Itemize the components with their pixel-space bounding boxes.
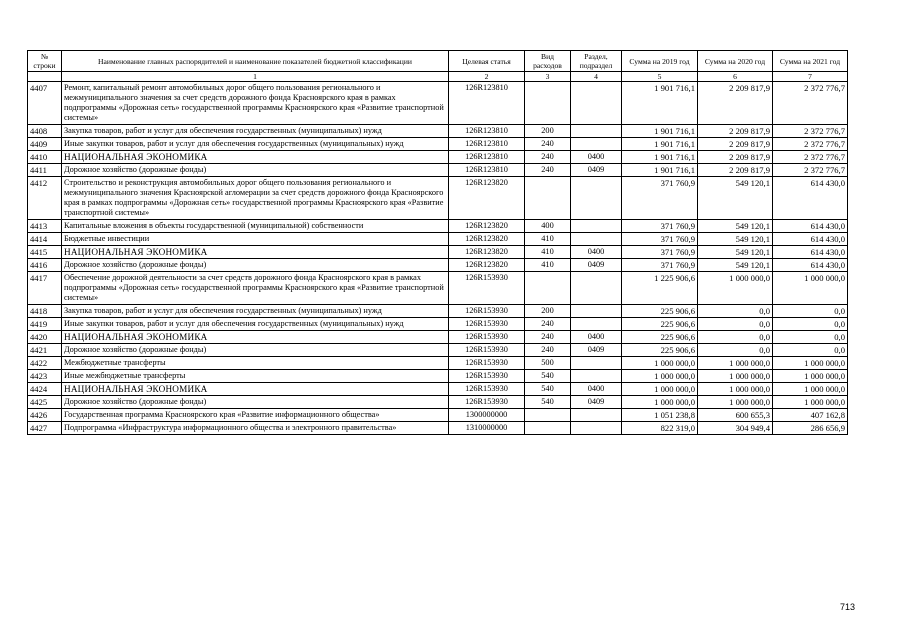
section-code: [571, 125, 622, 138]
sum-2019: 1 901 716,1: [622, 138, 698, 151]
row-number: 4425: [28, 396, 62, 409]
section-code: [571, 272, 622, 305]
target-article: 126R153930: [449, 344, 525, 357]
row-name: Закупка товаров, работ и услуг для обеспечения государственных (муниципальных) нужд: [62, 305, 449, 318]
table-row: [28, 177, 848, 220]
row-number: 4412: [28, 177, 62, 220]
target-article: 126R123810: [449, 164, 525, 177]
sum-2021: 286 656,9: [773, 422, 848, 435]
sum-2019: 1 901 716,1: [622, 164, 698, 177]
sum-2020: 0,0: [698, 305, 773, 318]
row-name: Межбюджетные трансферты: [62, 357, 449, 370]
column-index: 1: [62, 72, 449, 82]
table-row: [28, 164, 848, 177]
table-row: [28, 383, 848, 396]
table-row: [28, 125, 848, 138]
table-row: [28, 220, 848, 233]
sum-2020: 1 000 000,0: [698, 383, 773, 396]
row-number: 4413: [28, 220, 62, 233]
target-article: 126R123820: [449, 259, 525, 272]
header-sum-2019: Сумма на 2019 год: [622, 51, 698, 72]
expense-type: 540: [525, 396, 571, 409]
row-number: 4409: [28, 138, 62, 151]
sum-2019: 225 906,6: [622, 344, 698, 357]
sum-2020: 549 120,1: [698, 233, 773, 246]
sum-2021: 614 430,0: [773, 177, 848, 220]
row-name: Государственная программа Красноярского края «Развитие информационного общества»: [62, 409, 449, 422]
budget-table: [27, 50, 848, 435]
sum-2019: 1 901 716,1: [622, 151, 698, 164]
expense-type: 240: [525, 164, 571, 177]
expense-type: 500: [525, 357, 571, 370]
expense-type: 410: [525, 246, 571, 259]
row-number: 4416: [28, 259, 62, 272]
sum-2019: 1 000 000,0: [622, 396, 698, 409]
row-name: Бюджетные инвестиции: [62, 233, 449, 246]
sum-2021: 2 372 776,7: [773, 151, 848, 164]
sum-2019: 371 760,9: [622, 177, 698, 220]
row-name: Подпрограмма «Инфраструктура информационного общества и электронного правительства»: [62, 422, 449, 435]
column-index: 5: [622, 72, 698, 82]
row-number: 4418: [28, 305, 62, 318]
sum-2019: 1 000 000,0: [622, 383, 698, 396]
target-article: 126R123810: [449, 82, 525, 125]
sum-2021: 614 430,0: [773, 259, 848, 272]
column-index: 7: [773, 72, 848, 82]
sum-2020: 549 120,1: [698, 259, 773, 272]
target-article: 126R123810: [449, 151, 525, 164]
row-number: 4417: [28, 272, 62, 305]
column-index: 3: [525, 72, 571, 82]
sum-2019: 371 760,9: [622, 246, 698, 259]
sum-2020: 1 000 000,0: [698, 370, 773, 383]
table-row: [28, 318, 848, 331]
section-code: [571, 357, 622, 370]
sum-2019: 1 225 906,6: [622, 272, 698, 305]
row-number: 4422: [28, 357, 62, 370]
row-name: Дорожное хозяйство (дорожные фонды): [62, 259, 449, 272]
sum-2020: 1 000 000,0: [698, 396, 773, 409]
section-code: [571, 409, 622, 422]
sum-2019: 1 051 238,8: [622, 409, 698, 422]
section-code: [571, 370, 622, 383]
section-code: [571, 422, 622, 435]
section-code: [571, 305, 622, 318]
target-article: 126R123810: [449, 125, 525, 138]
column-index: 6: [698, 72, 773, 82]
row-name: Дорожное хозяйство (дорожные фонды): [62, 396, 449, 409]
sum-2021: 2 372 776,7: [773, 138, 848, 151]
sum-2021: 1 000 000,0: [773, 272, 848, 305]
sum-2021: 0,0: [773, 318, 848, 331]
section-code: [571, 82, 622, 125]
row-number: 4415: [28, 246, 62, 259]
expense-type: 410: [525, 233, 571, 246]
table-row: [28, 272, 848, 305]
row-name: НАЦИОНАЛЬНАЯ ЭКОНОМИКА: [62, 151, 449, 164]
column-index-row: [28, 72, 848, 82]
table-row: [28, 422, 848, 435]
row-name: Дорожное хозяйство (дорожные фонды): [62, 344, 449, 357]
row-name: Капитальные вложения в объекты государственной (муниципальной) собственности: [62, 220, 449, 233]
target-article: 126R153930: [449, 331, 525, 344]
target-article: 126R153930: [449, 272, 525, 305]
sum-2021: 1 000 000,0: [773, 383, 848, 396]
header-name: Наименование главных распорядителей и наименование показателей бюджетной классификации: [62, 51, 449, 72]
sum-2019: 225 906,6: [622, 331, 698, 344]
row-name: Обеспечение дорожной деятельности за счет средств дорожного фонда Красноярского края в рамках подпрограммы «Дорожная сеть» государственной программы Красноярского края «Развитие транспортной системы»: [62, 272, 449, 305]
section-code: [571, 233, 622, 246]
sum-2021: 0,0: [773, 344, 848, 357]
expense-type: 540: [525, 370, 571, 383]
table-row: [28, 82, 848, 125]
sum-2020: 2 209 817,9: [698, 164, 773, 177]
table-row: [28, 409, 848, 422]
table-row: [28, 305, 848, 318]
sum-2021: 1 000 000,0: [773, 370, 848, 383]
section-code: 0409: [571, 344, 622, 357]
sum-2019: 1 000 000,0: [622, 357, 698, 370]
sum-2019: 371 760,9: [622, 220, 698, 233]
expense-type: [525, 409, 571, 422]
sum-2019: 822 319,0: [622, 422, 698, 435]
target-article: 126R123820: [449, 220, 525, 233]
expense-type: 240: [525, 331, 571, 344]
sum-2021: 2 372 776,7: [773, 164, 848, 177]
expense-type: 240: [525, 151, 571, 164]
expense-type: 400: [525, 220, 571, 233]
sum-2020: 304 949,4: [698, 422, 773, 435]
header-num: № строки: [28, 51, 62, 72]
target-article: 1300000000: [449, 409, 525, 422]
expense-type: [525, 272, 571, 305]
sum-2020: 1 000 000,0: [698, 272, 773, 305]
target-article: 126R153930: [449, 396, 525, 409]
section-code: 0409: [571, 164, 622, 177]
row-number: 4420: [28, 331, 62, 344]
table-row: [28, 370, 848, 383]
sum-2020: 1 000 000,0: [698, 357, 773, 370]
sum-2020: 600 655,3: [698, 409, 773, 422]
expense-type: 240: [525, 138, 571, 151]
sum-2020: 2 209 817,9: [698, 138, 773, 151]
target-article: 126R123820: [449, 246, 525, 259]
section-code: 0400: [571, 331, 622, 344]
header-target: Целевая статья: [449, 51, 525, 72]
expense-type: [525, 422, 571, 435]
expense-type: 410: [525, 259, 571, 272]
sum-2021: 0,0: [773, 305, 848, 318]
sum-2021: 614 430,0: [773, 233, 848, 246]
row-number: 4427: [28, 422, 62, 435]
table-row: [28, 259, 848, 272]
header-type: Вид расходов: [525, 51, 571, 72]
target-article: 1310000000: [449, 422, 525, 435]
table-row: [28, 233, 848, 246]
sum-2021: 614 430,0: [773, 246, 848, 259]
table-row: [28, 151, 848, 164]
section-code: [571, 220, 622, 233]
target-article: 126R123810: [449, 138, 525, 151]
section-code: 0400: [571, 383, 622, 396]
expense-type: 200: [525, 125, 571, 138]
sum-2020: 0,0: [698, 331, 773, 344]
target-article: 126R123820: [449, 233, 525, 246]
sum-2019: 371 760,9: [622, 259, 698, 272]
sum-2020: 0,0: [698, 344, 773, 357]
table-row: [28, 331, 848, 344]
section-code: [571, 318, 622, 331]
sum-2019: 225 906,6: [622, 318, 698, 331]
section-code: 0400: [571, 246, 622, 259]
header-row: [28, 51, 848, 72]
row-name: Ремонт, капитальный ремонт автомобильных дорог общего пользования регионального и межмуниципального значения за счет средств дорожного фонда Красноярского края в рамках подпрограммы «Дорожная сеть» государственной программы Красноярского края «Развитие транспортной системы»: [62, 82, 449, 125]
target-article: 126R153930: [449, 383, 525, 396]
row-number: 4414: [28, 233, 62, 246]
sum-2021: 1 000 000,0: [773, 357, 848, 370]
table-row: [28, 138, 848, 151]
sum-2019: 1 901 716,1: [622, 125, 698, 138]
header-sum-2020: Сумма на 2020 год: [698, 51, 773, 72]
row-name: НАЦИОНАЛЬНАЯ ЭКОНОМИКА: [62, 246, 449, 259]
sum-2021: 1 000 000,0: [773, 396, 848, 409]
section-code: [571, 138, 622, 151]
sum-2021: 2 372 776,7: [773, 125, 848, 138]
sum-2021: 614 430,0: [773, 220, 848, 233]
row-number: 4411: [28, 164, 62, 177]
row-number: 4407: [28, 82, 62, 125]
column-index: [28, 72, 62, 82]
target-article: 126R153930: [449, 357, 525, 370]
target-article: 126R153930: [449, 370, 525, 383]
sum-2020: 2 209 817,9: [698, 125, 773, 138]
section-code: 0409: [571, 259, 622, 272]
table-row: [28, 396, 848, 409]
row-name: Дорожное хозяйство (дорожные фонды): [62, 164, 449, 177]
row-number: 4426: [28, 409, 62, 422]
sum-2021: 0,0: [773, 331, 848, 344]
row-name: Закупка товаров, работ и услуг для обеспечения государственных (муниципальных) нужд: [62, 125, 449, 138]
target-article: 126R123820: [449, 177, 525, 220]
target-article: 126R153930: [449, 305, 525, 318]
row-number: 4419: [28, 318, 62, 331]
expense-type: 240: [525, 318, 571, 331]
header-sum-2021: Сумма на 2021 год: [773, 51, 848, 72]
section-code: 0400: [571, 151, 622, 164]
sum-2020: 549 120,1: [698, 177, 773, 220]
column-index: 2: [449, 72, 525, 82]
sum-2020: 2 209 817,9: [698, 82, 773, 125]
sum-2019: 1 000 000,0: [622, 370, 698, 383]
expense-type: 200: [525, 305, 571, 318]
table-row: [28, 246, 848, 259]
row-number: 4410: [28, 151, 62, 164]
row-number: 4423: [28, 370, 62, 383]
expense-type: [525, 177, 571, 220]
sum-2020: 549 120,1: [698, 220, 773, 233]
expense-type: [525, 82, 571, 125]
table-row: [28, 344, 848, 357]
row-number: 4424: [28, 383, 62, 396]
row-name: Иные закупки товаров, работ и услуг для обеспечения государственных (муниципальных) нужд: [62, 318, 449, 331]
sum-2020: 2 209 817,9: [698, 151, 773, 164]
sum-2020: 549 120,1: [698, 246, 773, 259]
section-code: 0409: [571, 396, 622, 409]
sum-2021: 407 162,8: [773, 409, 848, 422]
row-number: 4421: [28, 344, 62, 357]
row-name: НАЦИОНАЛЬНАЯ ЭКОНОМИКА: [62, 383, 449, 396]
sum-2019: 1 901 716,1: [622, 82, 698, 125]
header-section: Раздел, подраздел: [571, 51, 622, 72]
sum-2019: 371 760,9: [622, 233, 698, 246]
row-name: Иные межбюджетные трансферты: [62, 370, 449, 383]
row-name: Строительство и реконструкция автомобильных дорог общего пользования регионального и межмуниципального значения Красноярской агломерации за счет средств дорожного фонда Красноярского края в рамках подпрограммы «Дорожная сеть» государственной программы Красноярского края «Развитие транспортной системы»: [62, 177, 449, 220]
target-article: 126R153930: [449, 318, 525, 331]
expense-type: 240: [525, 344, 571, 357]
sum-2019: 225 906,6: [622, 305, 698, 318]
column-index: 4: [571, 72, 622, 82]
sum-2021: 2 372 776,7: [773, 82, 848, 125]
expense-type: 540: [525, 383, 571, 396]
row-number: 4408: [28, 125, 62, 138]
row-name: НАЦИОНАЛЬНАЯ ЭКОНОМИКА: [62, 331, 449, 344]
page-number: 713: [840, 602, 856, 612]
section-code: [571, 177, 622, 220]
sum-2020: 0,0: [698, 318, 773, 331]
table-row: [28, 357, 848, 370]
row-name: Иные закупки товаров, работ и услуг для обеспечения государственных (муниципальных) нужд: [62, 138, 449, 151]
